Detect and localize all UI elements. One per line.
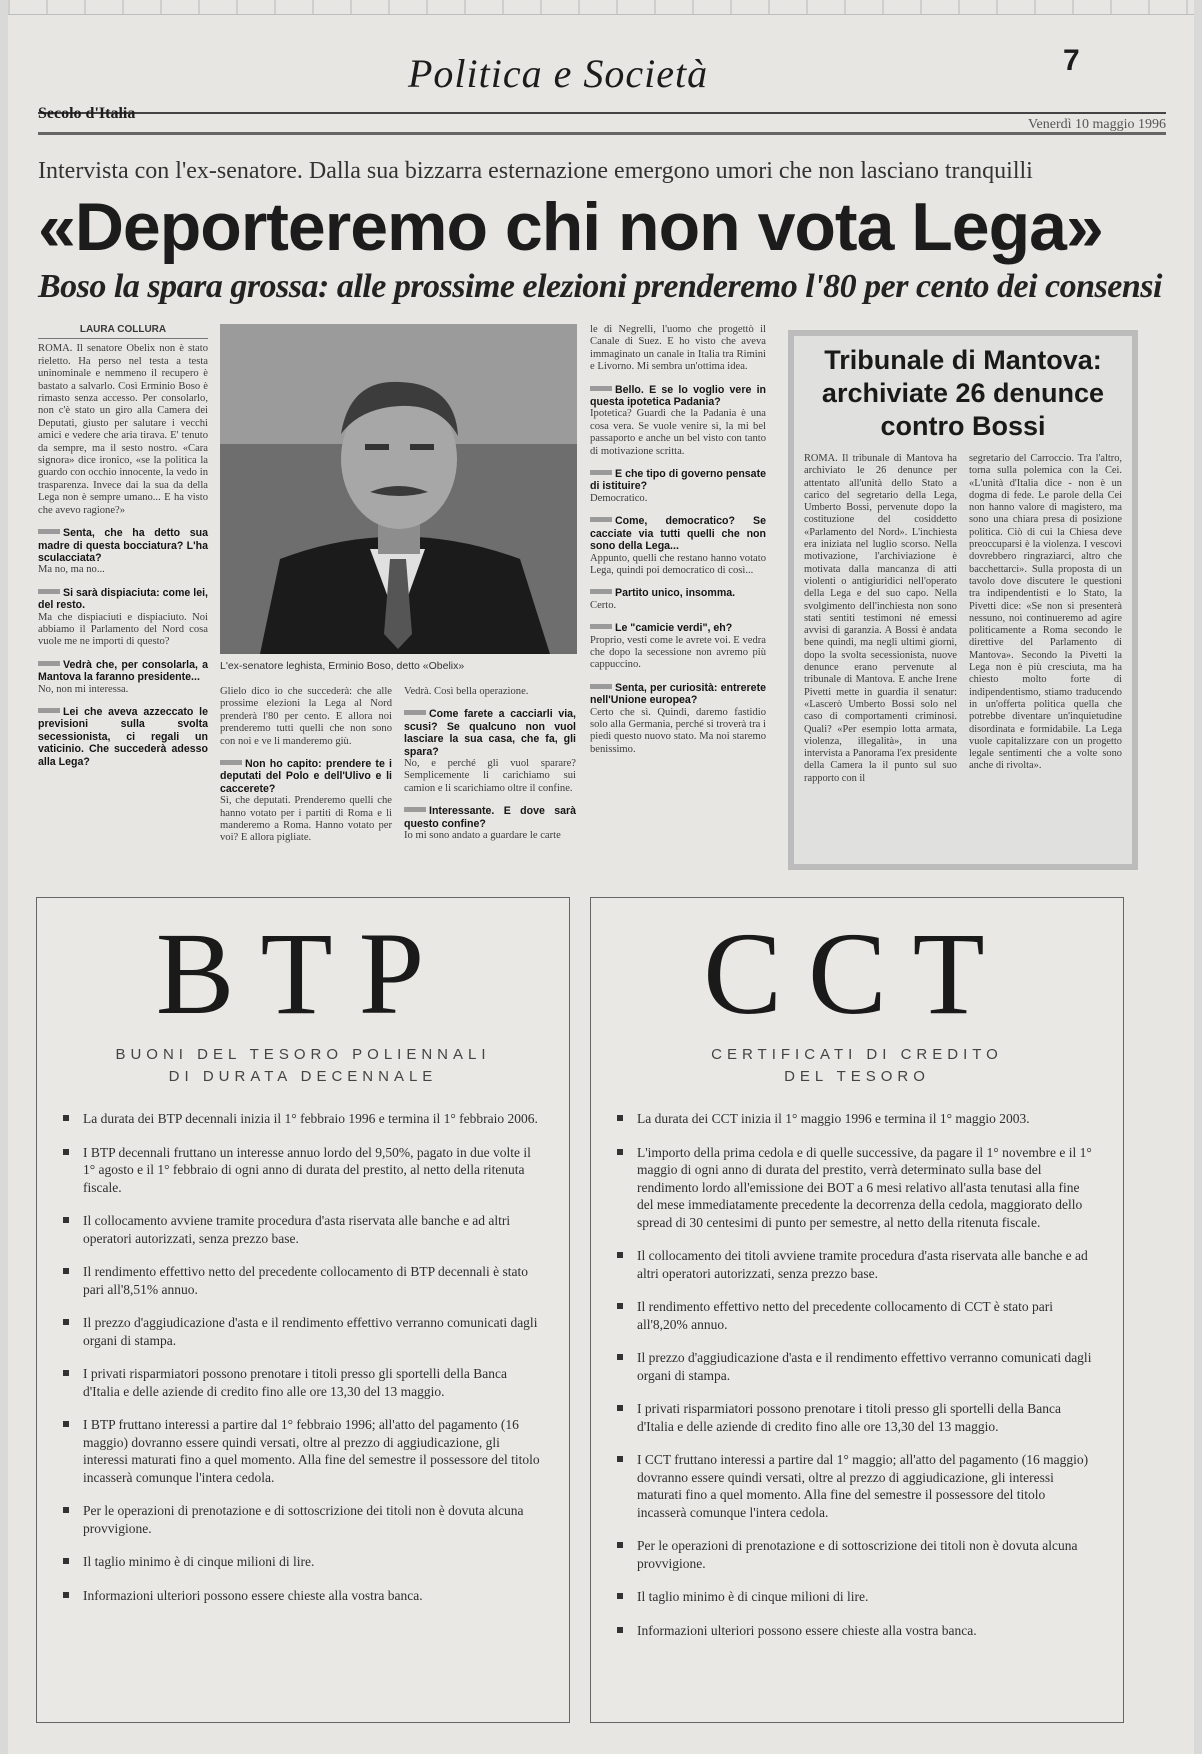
list-item-text: Il prezzo d'aggiudicazione d'asta e il rendimento effettivo verranno comunicati dagli organi di stampa. — [83, 1315, 538, 1348]
question: Senta, per curiosità: entrerete nell'Unione europea? — [590, 681, 766, 707]
column-intro: Glielo dico io che succederà: che alle prossime elezioni la Lega al Nord prenderà l'80 per cento. E allora noi prenderemo tutti quelli che non sono con noi e ve li manderemo giù. — [220, 686, 392, 747]
answer: Ma che dispiaciuti e dispiaciuto. Noi abbiamo il Parlamento del Nord cosa vuole me ne importi di questo? — [38, 611, 208, 648]
bullet-icon — [617, 1303, 623, 1309]
answer: No, e perché gli vuol sparare? Semplicemente li carichiamo sui camion e li scarichiamo oltre il confine. — [404, 758, 576, 794]
bullet-icon — [63, 1319, 69, 1325]
portrait-illustration — [220, 324, 577, 654]
cct-subtitle — [591, 1044, 1123, 1088]
bullet-icon — [617, 1354, 623, 1360]
masthead: Secolo d'Italia — [38, 105, 136, 122]
article-kicker: Intervista con l'ex-senatore. Dalla sua bizzarra esternazione emergono umori che non lasciano tranquilli — [38, 158, 1033, 184]
list-item-text: I privati risparmiatori possono prenotare i titoli presso gli sportelli della Banca d'Italia e delle aziende di credito fino alle ore 13,30 del 13 maggio. — [637, 1401, 1062, 1434]
question: Come farete a cacciarli via, scusi? Se qualcuno non vuol lasciare la sua casa, che fa, gli spara? — [404, 708, 576, 758]
article-column-1 — [38, 324, 208, 768]
sidebar-news-box — [788, 330, 1138, 870]
answer: Sì, che deputati. Prenderemo quelli che hanno votato per i partiti di Roma e li manderemo a Roma. Hanno votato per voi? E allora pigliate. — [220, 795, 392, 844]
list-item-text: Il prezzo d'aggiudicazione d'asta e il rendimento effettivo verranno comunicati dagli organi di stampa. — [637, 1350, 1092, 1383]
column-intro: Vedrà. Così bella operazione. — [404, 686, 529, 697]
list-item-text: Per le operazioni di prenotazione e di sottoscrizione dei titoli non è dovuta alcuna provvigione. — [637, 1538, 1078, 1571]
cct-terms-list — [591, 1110, 1123, 1639]
list-item — [613, 1537, 1095, 1572]
answer: Io mi sono andato a guardare le carte — [404, 830, 561, 842]
answer: Proprio, vesti come le avrete voi. E vedra che dopo la secessione non avremo più cappuccino. — [590, 634, 766, 671]
column-intro: le di Negrelli, l'uomo che progettò il Canale di Suez. E ho visto che aveva immaginato un canale in Italia tra Rimini e Livorno. Mi sembra un'ottima idea. — [590, 324, 766, 373]
list-item-text: I BTP decennali fruttano un interesse annuo lordo del 9,50%, pagato in due volte il 1° agosto e il 1° febbraio di ogni anno di durata del prestito, al netto della ritenuta fiscale. — [83, 1144, 531, 1195]
list-item-text: Il collocamento avviene tramite procedura d'asta riservata alle banche e ad altri operatori autorizzati, senza prezzo base. — [83, 1213, 511, 1246]
list-item — [613, 1622, 1095, 1640]
cct-logo-text: CCT — [703, 908, 1011, 1039]
bullet-icon — [617, 1252, 623, 1258]
header-rule — [38, 112, 1166, 114]
list-item-text: La durata dei CCT inizia il 1° maggio 1996 e termina il 1° maggio 2003. — [637, 1111, 1030, 1126]
question: Partito unico, insomma. — [590, 587, 766, 599]
bullet-icon — [63, 1217, 69, 1223]
btp-subtitle-line-2: DI DURATA DECENNALE — [168, 1068, 438, 1085]
byline: LAURA COLLURA — [38, 324, 208, 339]
bullet-icon — [617, 1405, 623, 1411]
answer: Democratico. — [590, 492, 648, 504]
list-item-text: Il collocamento dei titoli avviene tramite procedura d'asta riservata alle banche e ad altri operatori autorizzati, senza prezzo base. — [637, 1248, 1088, 1281]
bullet-icon — [63, 1149, 69, 1155]
list-item — [59, 1314, 541, 1349]
bullet-icon — [617, 1456, 623, 1462]
answer: Certo. — [590, 599, 617, 611]
question: Senta, che ha detto sua madre di questa bocciatura? L'ha sculacciata? — [38, 527, 208, 564]
list-item-text: Il taglio minimo è di cinque milioni di lire. — [83, 1554, 315, 1569]
sidebar-title: Tribunale di Mantova: archiviate 26 denunce contro Bossi — [821, 345, 1105, 441]
issue-date: Venerdì 10 maggio 1996 — [1027, 117, 1166, 132]
list-item — [59, 1212, 541, 1247]
list-item-text: Informazioni ulteriori possono essere chieste alla vostra banca. — [637, 1622, 977, 1638]
list-item — [59, 1110, 541, 1128]
page-number: 7 — [1063, 44, 1080, 77]
section-title — [408, 50, 708, 97]
list-item-text: Il rendimento effettivo netto del precedente collocamento di CCT è stato pari all'8,20% annuo. — [637, 1299, 1053, 1332]
list-item — [613, 1588, 1095, 1606]
list-item-text: Il rendimento effettivo netto del precedente collocamento di BTP decennali è stato pari all'8,51% annuo. — [83, 1264, 528, 1297]
question: Lei che aveva azzeccato le previsioni sulla svolta secessionista, ci regali un vaticinio. Che succederà adesso alla Lega? — [38, 705, 208, 768]
list-item — [613, 1144, 1095, 1232]
column-intro: ROMA. Il senatore Obelix non è stato rieletto. Ha perso nel testa a testa uninominale e nemmeno il recupero è bastato a salvarlo. Così Erminio Boso è rimasto senza accesso. Per consolarlo, non c'è stato un giro alla Camera dei Deputati, giusto per salutare i vecchi amici e vedere che aria tirava. E' tenuto da sempre, ma il sesto nostro. «Cara signora» dice ironico, «se la politica la guardo con occhio innocente, la vedo in trasparenza. Invece dai la sua da della Lega non è sempre umano... E ha visto che avevo ragione?» — [38, 343, 208, 516]
bullet-icon — [617, 1542, 623, 1548]
btp-terms-list — [37, 1110, 569, 1604]
bullet-icon — [63, 1268, 69, 1274]
article-column-2 — [220, 686, 392, 847]
question: Bello. E se lo voglio vere in questa ipotetica Padania? — [590, 383, 766, 409]
list-item — [613, 1110, 1095, 1128]
cct-subtitle-line-1: CERTIFICATI DI CREDITO — [711, 1046, 1003, 1063]
question: Non ho capito: prendere te i deputati del Polo e dell'Ulivo e li caccerete? — [220, 758, 392, 795]
scan-ruler-strip — [8, 0, 1194, 15]
list-item-text: L'importo della prima cedola e di quelle successive, da pagare il 1° novembre e il 1° maggio di ogni anno di durata del prestito, verrà determinato sulla base del rendimento lordo all'emissione dei BOT a 6 mesi relativo all'asta tenutasi alla fine del mese immediatamente precedente la decorrenza della cedola, maggiorato dello spread di 30 centesimi di punto per semestre, al netto della ritenuta fiscale. — [637, 1144, 1092, 1230]
list-item — [613, 1298, 1095, 1333]
question: Vedrà che, per consolarla, a Mantova la faranno presidente... — [38, 658, 208, 684]
btp-logo-text: BTP — [155, 908, 451, 1039]
list-item-text: La durata dei BTP decennali inizia il 1° febbraio 1996 e termina il 1° febbraio 2006. — [83, 1111, 538, 1126]
question: Interessante. E dove sarà questo confine? — [404, 805, 576, 830]
question: Le "camicie verdi", eh? — [590, 622, 766, 634]
list-item — [613, 1349, 1095, 1384]
list-item-text: Informazioni ulteriori possono essere chieste alla vostra banca. — [83, 1587, 423, 1603]
btp-subtitle-line-1: BUONI DEL TESORO POLIENNALI — [115, 1046, 491, 1063]
list-item — [613, 1451, 1095, 1521]
sidebar-column-1: ROMA. Il tribunale di Mantova ha archiviato le 26 denunce per attentato all'unità dello Stato a carico del segretario della Lega, Umberto Bossi, pervenute dopo la costituzione del cosiddetto «Parlamento del Nord». L'inchiesta era iniziata nel luglio scorso. Nella motivazione, l'archiviazione è motivata dalla mancanza di atti violenti o antigiuridici nell'operato della Lega e del suo capo. Nella svolgimento dell'inchiesta non sono stati sentiti testimoni né emessi avvisi di garanzia. A Bossi è andata bene quindi, ma negli ultimi giorni, dopo la svolta secessionista, nuove denunce erano pervenute al tribunale di Mantova. E anche Irene Pivetti mette in guardia il senatur: «Lascerò Umberto Bossi solo nel caso di comportamenti criminosi. Quali? «Per esempio lotta armata, violenza, illegalità», in una intervista a Panorama l'ex presidente della Camera la il punto sul suo rapporto con il — [804, 453, 957, 784]
section-title-text: Politica e Società — [408, 51, 709, 96]
answer: Ma no, ma no... — [38, 564, 105, 576]
list-item — [59, 1502, 541, 1537]
bullet-icon — [617, 1627, 623, 1633]
list-item — [613, 1247, 1095, 1282]
header-rule-lower — [38, 132, 1166, 135]
list-item-text: I BTP fruttano interessi a partire dal 1° febbraio 1996; all'atto del pagamento (16 maggio) dovranno essere quindi versati, oltre al prezzo di aggiudicazione, gli interessi maturati fino a quel momento. Alla fine del semestre il possessore del titolo incasserà comunque l'intera cedola. — [83, 1417, 540, 1485]
list-item — [613, 1400, 1095, 1435]
sidebar-columns — [794, 453, 1132, 785]
question: E che tipo di governo pensate di istituire? — [590, 468, 766, 493]
cct-advertisement — [590, 897, 1124, 1723]
bullet-icon — [63, 1558, 69, 1564]
list-item — [59, 1587, 541, 1605]
sidebar-column-2: segretario del Carroccio. Tra l'altro, torna sulla polemica con la Cei. «L'unità d'Italia dice - non è un dogma di fede. Le parole della Cei non hanno valore di magistero, ma sono una chiara presa di posizione politica. Ciò di cui la Chiesa deve preoccuparsi è la violenza. I vescovi dovrebbero ringraziarci, altro che bacchettarci». Sulla proposta di un tavolo dove discutere le questioni tra indipendentisti e lo Stato, la Pivetti dice: «Se non si presenterà nessuno, noi continueremo ad agire politicamente a Roma secondo le direttive del Parlamento di Mantova». Secondo la Pivetti la Lega non è più cresciuta, ma ha chiesto molto forte di indipendentismo, stiamo traducendo in un'offerta politica quella che potrebbe diventare un'inquietudine disordinata e formidabile. La Lega vuole capitalizzare con un progetto legale sentimenti che a volte sono anche di rivolta». — [969, 453, 1122, 772]
list-item-text: I privati risparmiatori possono prenotare i titoli presso gli sportelli della Banca d'Italia e delle aziende di credito fino alle ore 13,30 del 13 maggio. — [83, 1366, 508, 1399]
list-item-text: Il taglio minimo è di cinque milioni di lire. — [637, 1589, 869, 1604]
list-item — [59, 1263, 541, 1298]
question: Si sarà dispiaciuta: come lei, del resto. — [38, 586, 208, 612]
bullet-icon — [617, 1149, 623, 1155]
answer: Ipotetica? Guardi che la Padania è una cosa vera. Se vuole venire sì, la mi bel passaporto e anche un bel visto con tanto di motivazione scritta. — [590, 408, 766, 457]
btp-subtitle — [37, 1044, 569, 1088]
bullet-icon — [63, 1115, 69, 1121]
article-column-3 — [404, 686, 576, 844]
list-item — [59, 1416, 541, 1486]
list-item — [59, 1365, 541, 1400]
article-subhead: Boso la spara grossa: alle prossime elezioni prenderemo l'80 per cento dei consensi — [38, 268, 1162, 305]
article-headline: «Deporteremo chi non vota Lega» — [38, 189, 1103, 265]
bullet-icon — [617, 1115, 623, 1121]
portrait-photo — [220, 324, 577, 654]
bullet-icon — [63, 1421, 69, 1427]
newspaper-page — [8, 0, 1194, 1754]
photo-caption: L'ex-senatore leghista, Erminio Boso, detto «Obelix» — [220, 660, 465, 672]
answer: No, non mi interessa. — [38, 683, 129, 695]
bullet-icon — [63, 1592, 69, 1598]
question: Come, democratico? Se cacciate via tutti quelli che non sono della Lega... — [590, 515, 766, 553]
answer: Certo che sì. Quindi, daremo fastidio solo alla Germania, perché si troverà tra i piedi questo nuovo stato. Ma noi staremo benissimo. — [590, 706, 766, 755]
article-column-4 — [590, 324, 766, 758]
cct-subtitle-line-2: DEL TESORO — [784, 1068, 930, 1085]
bullet-icon — [63, 1507, 69, 1513]
list-item — [59, 1144, 541, 1197]
list-item — [59, 1553, 541, 1571]
answer: Appunto, quelli che restano hanno votato Lega, quindi poi democratico di così... — [590, 552, 766, 576]
bullet-icon — [63, 1370, 69, 1376]
list-item-text: Per le operazioni di prenotazione e di sottoscrizione dei titoli non è dovuta alcuna provvigione. — [83, 1503, 524, 1536]
bullet-icon — [617, 1593, 623, 1599]
list-item-text: I CCT fruttano interessi a partire dal 1° maggio; all'atto del pagamento (16 maggio) dovranno essere quindi versati, oltre al prezzo di aggiudicazione, gli interessi maturati fino a quel momento. Alla fine del semestre il possessore del titolo incasserà comunque l'intera cedola. — [637, 1452, 1089, 1520]
btp-advertisement — [36, 897, 570, 1723]
